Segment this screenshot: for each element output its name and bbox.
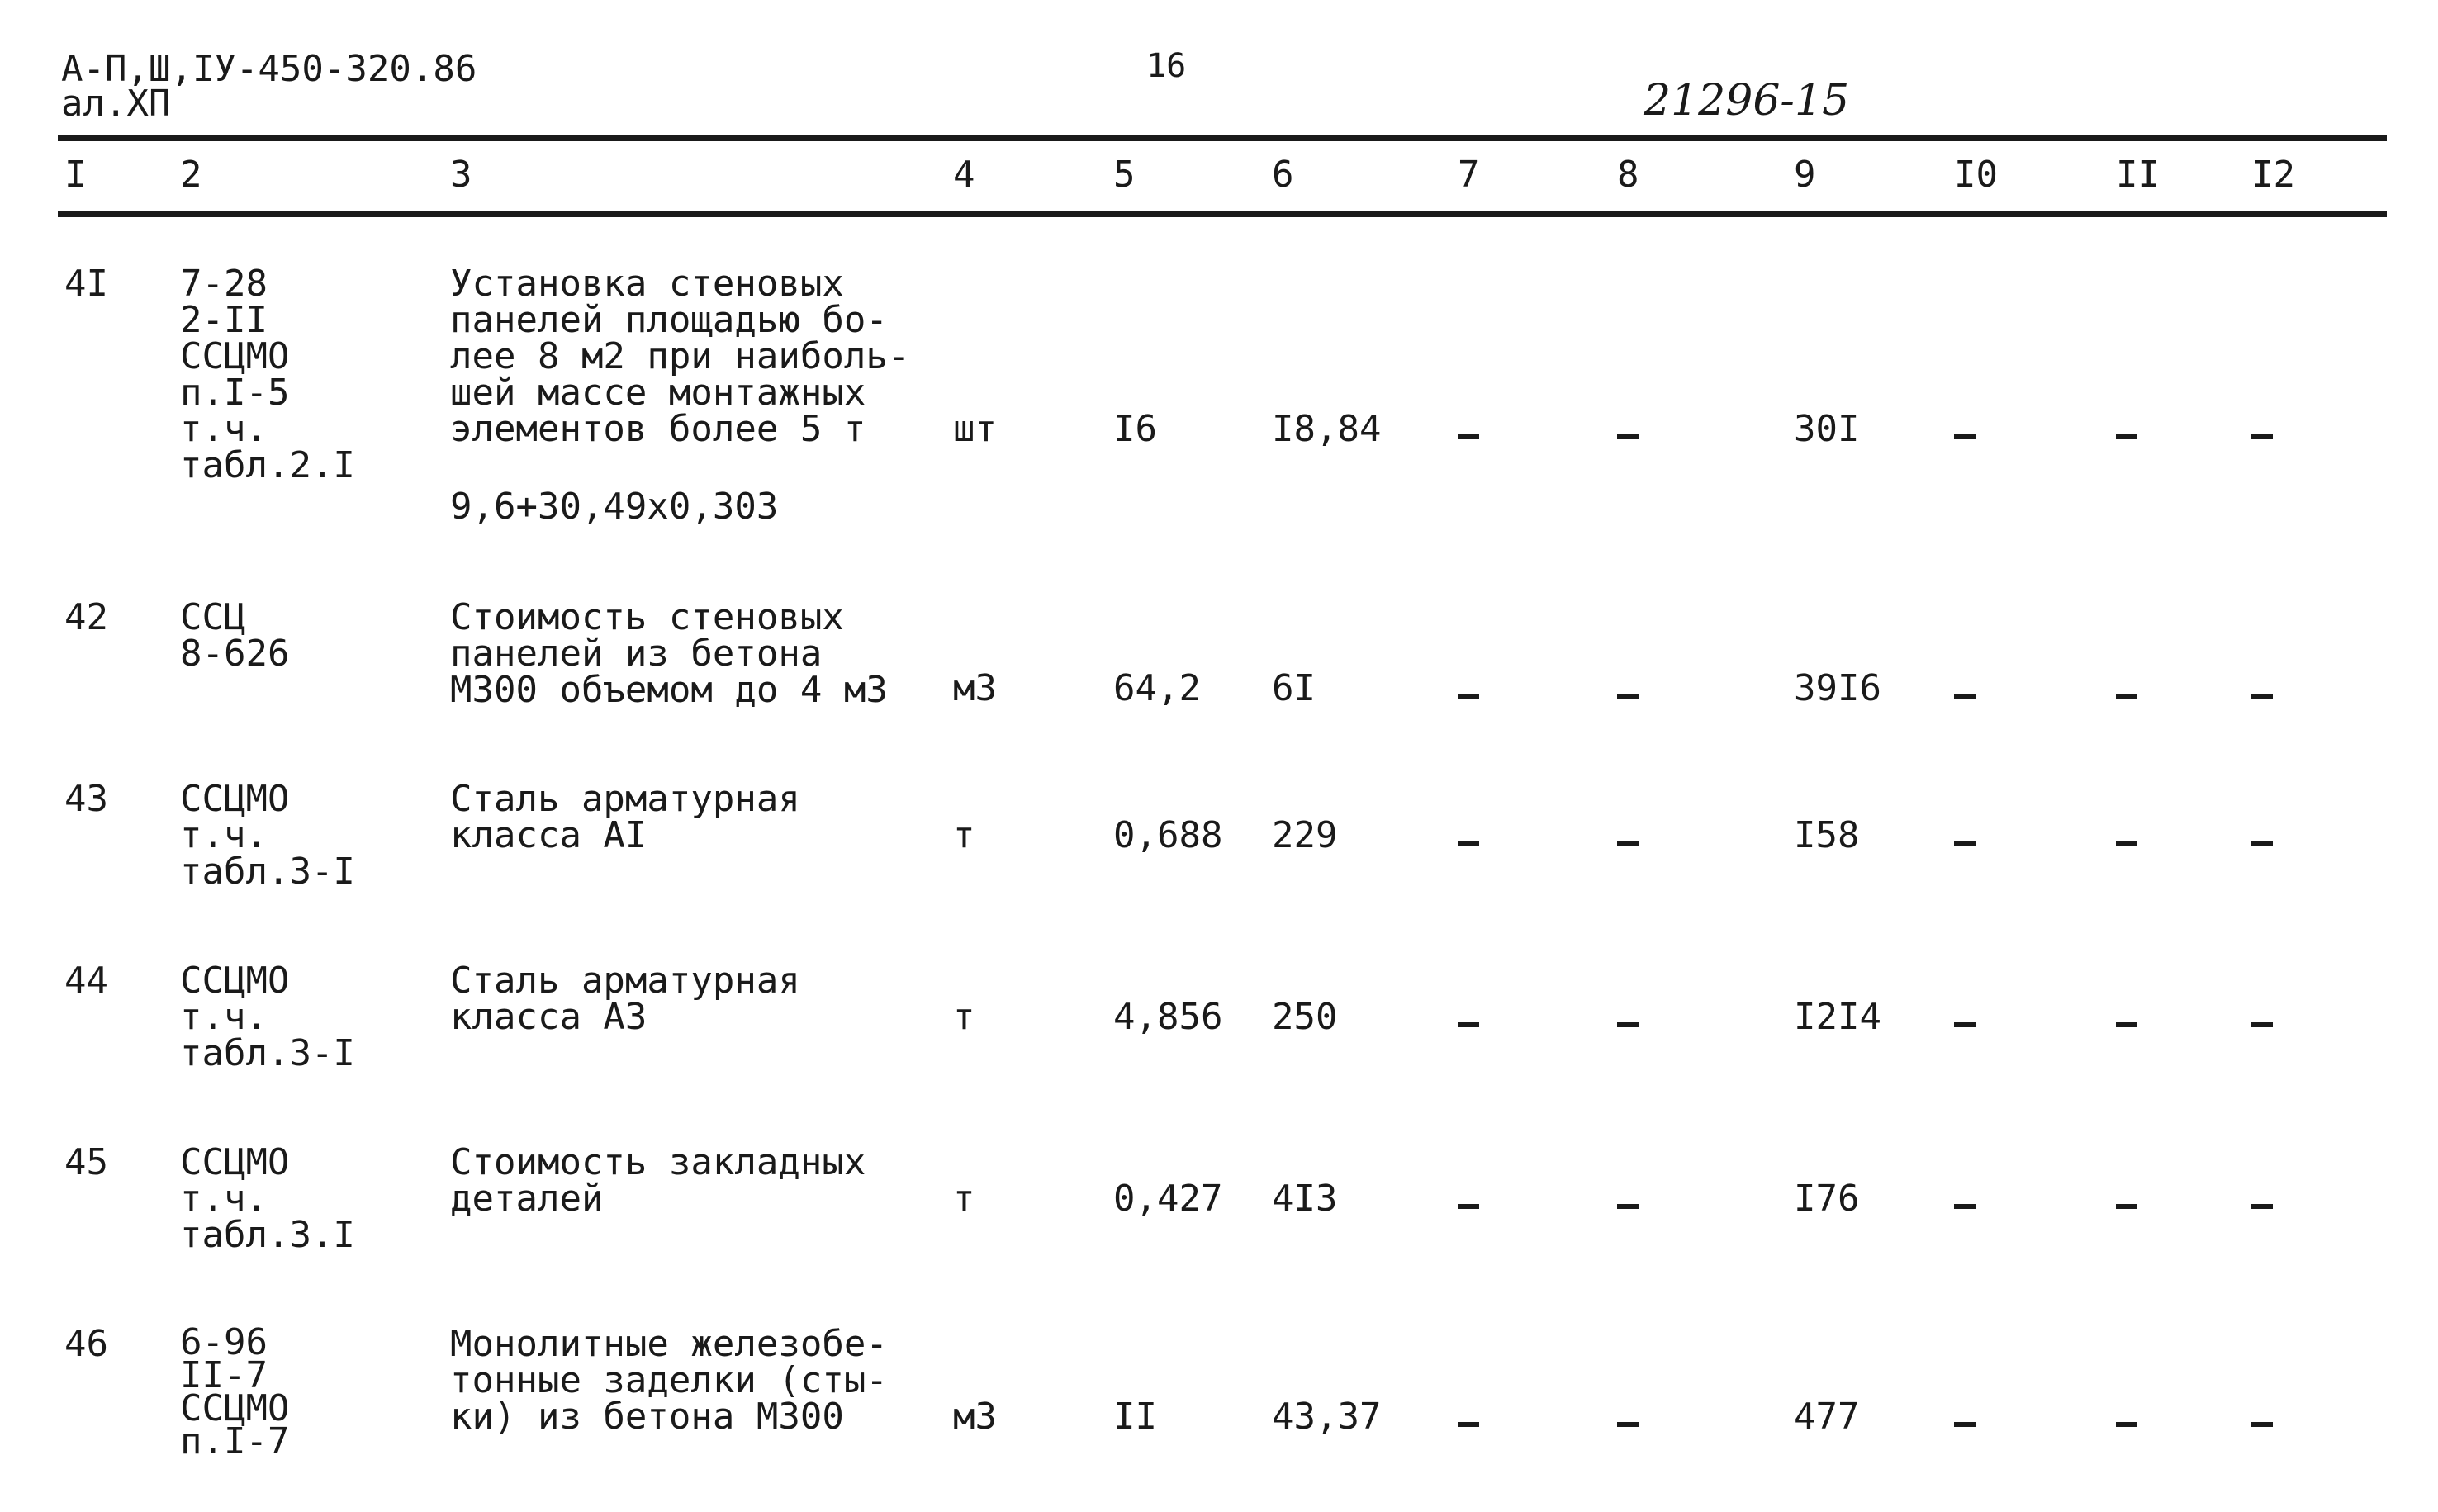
album-number: ал.XП [61, 83, 171, 125]
total-cost: 30I [1794, 408, 1860, 450]
total-cost: 477 [1794, 1396, 1860, 1438]
quantity: 64,2 [1113, 667, 1201, 709]
quantity: II [1113, 1396, 1157, 1438]
column-header-2: 2 [180, 154, 202, 196]
unit: шт [953, 408, 997, 450]
row-number: 42 [64, 596, 108, 638]
norm-reference: ССЦМО т.ч. табл.3.I [180, 1141, 355, 1256]
empty-dash [1954, 1422, 1976, 1427]
unit-price: 229 [1272, 814, 1338, 856]
column-header-1: I [64, 154, 87, 196]
empty-dash [2251, 1422, 2273, 1427]
column-header-9: 9 [1794, 154, 1816, 196]
column-header-7: 7 [1458, 154, 1480, 196]
column-header-10: I0 [1954, 154, 1998, 196]
empty-dash [2251, 841, 2273, 846]
row-number: 45 [64, 1141, 108, 1183]
unit: м3 [953, 667, 997, 709]
norm-reference: 7-28 2-II ССЦМО п.I-5 т.ч. табл.2.I [180, 263, 355, 486]
empty-dash [2251, 694, 2273, 699]
empty-dash [1617, 1422, 1639, 1427]
empty-dash [1617, 434, 1639, 439]
header-bottom-rule [58, 211, 2387, 217]
empty-dash [2116, 1022, 2137, 1027]
empty-dash [1954, 841, 1976, 846]
empty-dash [1954, 434, 1976, 439]
empty-dash [1617, 1022, 1639, 1027]
document-code: А-П,Ш,IУ-450-320.86 [61, 48, 477, 90]
empty-dash [1954, 694, 1976, 699]
norm-reference: 6-96 II-7 ССЦМО п.I-7 [180, 1321, 290, 1462]
quantity: 4,856 [1113, 996, 1223, 1038]
empty-dash [1954, 1022, 1976, 1027]
empty-dash [2251, 434, 2273, 439]
work-description: Стоимость стеновых панелей из бетона М300 объемом до 4 м3 [450, 596, 888, 711]
column-header-4: 4 [953, 154, 975, 196]
unit: м3 [953, 1396, 997, 1438]
calculation-formula: 9,6+30,49х0,303 [450, 486, 779, 528]
column-header-11: II [2116, 154, 2160, 196]
empty-dash [2251, 1204, 2273, 1209]
total-cost: I2I4 [1794, 996, 1881, 1038]
empty-dash [2116, 434, 2137, 439]
empty-dash [2116, 694, 2137, 699]
column-header-3: 3 [450, 154, 472, 196]
empty-dash [1617, 1204, 1639, 1209]
empty-dash [2116, 1204, 2137, 1209]
row-number: 4I [64, 263, 108, 305]
total-cost: 39I6 [1794, 667, 1881, 709]
unit-price: 250 [1272, 996, 1338, 1038]
empty-dash [1617, 841, 1639, 846]
quantity: 0,427 [1113, 1178, 1223, 1220]
row-number: 43 [64, 778, 108, 820]
top-rule [58, 135, 2387, 141]
unit-price: 6I [1272, 667, 1316, 709]
work-description: Установка стеновых панелей площадью бо- лее 8 м2 при наиболь- шей массе монтажных элементов более 5 т [450, 263, 910, 450]
row-number: 46 [64, 1323, 108, 1365]
empty-dash [1458, 434, 1479, 439]
empty-dash [2251, 1022, 2273, 1027]
column-header-12: I2 [2251, 154, 2295, 196]
unit: т [953, 1178, 975, 1220]
unit-price: 4I3 [1272, 1178, 1338, 1220]
empty-dash [1954, 1204, 1976, 1209]
norm-reference: ССЦ 8-626 [180, 596, 290, 675]
empty-dash [1458, 1204, 1479, 1209]
empty-dash [1617, 694, 1639, 699]
work-description: Сталь арматурная класса АI [450, 778, 800, 856]
unit-price: 43,37 [1272, 1396, 1382, 1438]
quantity: I6 [1113, 408, 1157, 450]
work-description: Стоимость закладных деталей [450, 1141, 866, 1220]
row-number: 44 [64, 960, 108, 1002]
unit: т [953, 996, 975, 1038]
quantity: 0,688 [1113, 814, 1223, 856]
empty-dash [1458, 1422, 1479, 1427]
empty-dash [1458, 694, 1479, 699]
empty-dash [2116, 1422, 2137, 1427]
handwritten-reference: 21296-15 [1644, 76, 1850, 126]
work-description: Монолитные железобе- тонные заделки (сты- ки) из бетона М300 [450, 1323, 888, 1438]
empty-dash [1458, 1022, 1479, 1027]
total-cost: I76 [1794, 1178, 1860, 1220]
unit-price: I8,84 [1272, 408, 1382, 450]
empty-dash [1458, 841, 1479, 846]
column-header-5: 5 [1113, 154, 1136, 196]
empty-dash [2116, 841, 2137, 846]
total-cost: I58 [1794, 814, 1860, 856]
work-description: Сталь арматурная класса А3 [450, 960, 800, 1038]
norm-reference: ССЦМО т.ч. табл.3-I [180, 960, 355, 1074]
column-header-8: 8 [1617, 154, 1639, 196]
column-header-6: 6 [1272, 154, 1294, 196]
page-number: 16 [1146, 47, 1187, 85]
norm-reference: ССЦМО т.ч. табл.3-I [180, 778, 355, 893]
unit: т [953, 814, 975, 856]
